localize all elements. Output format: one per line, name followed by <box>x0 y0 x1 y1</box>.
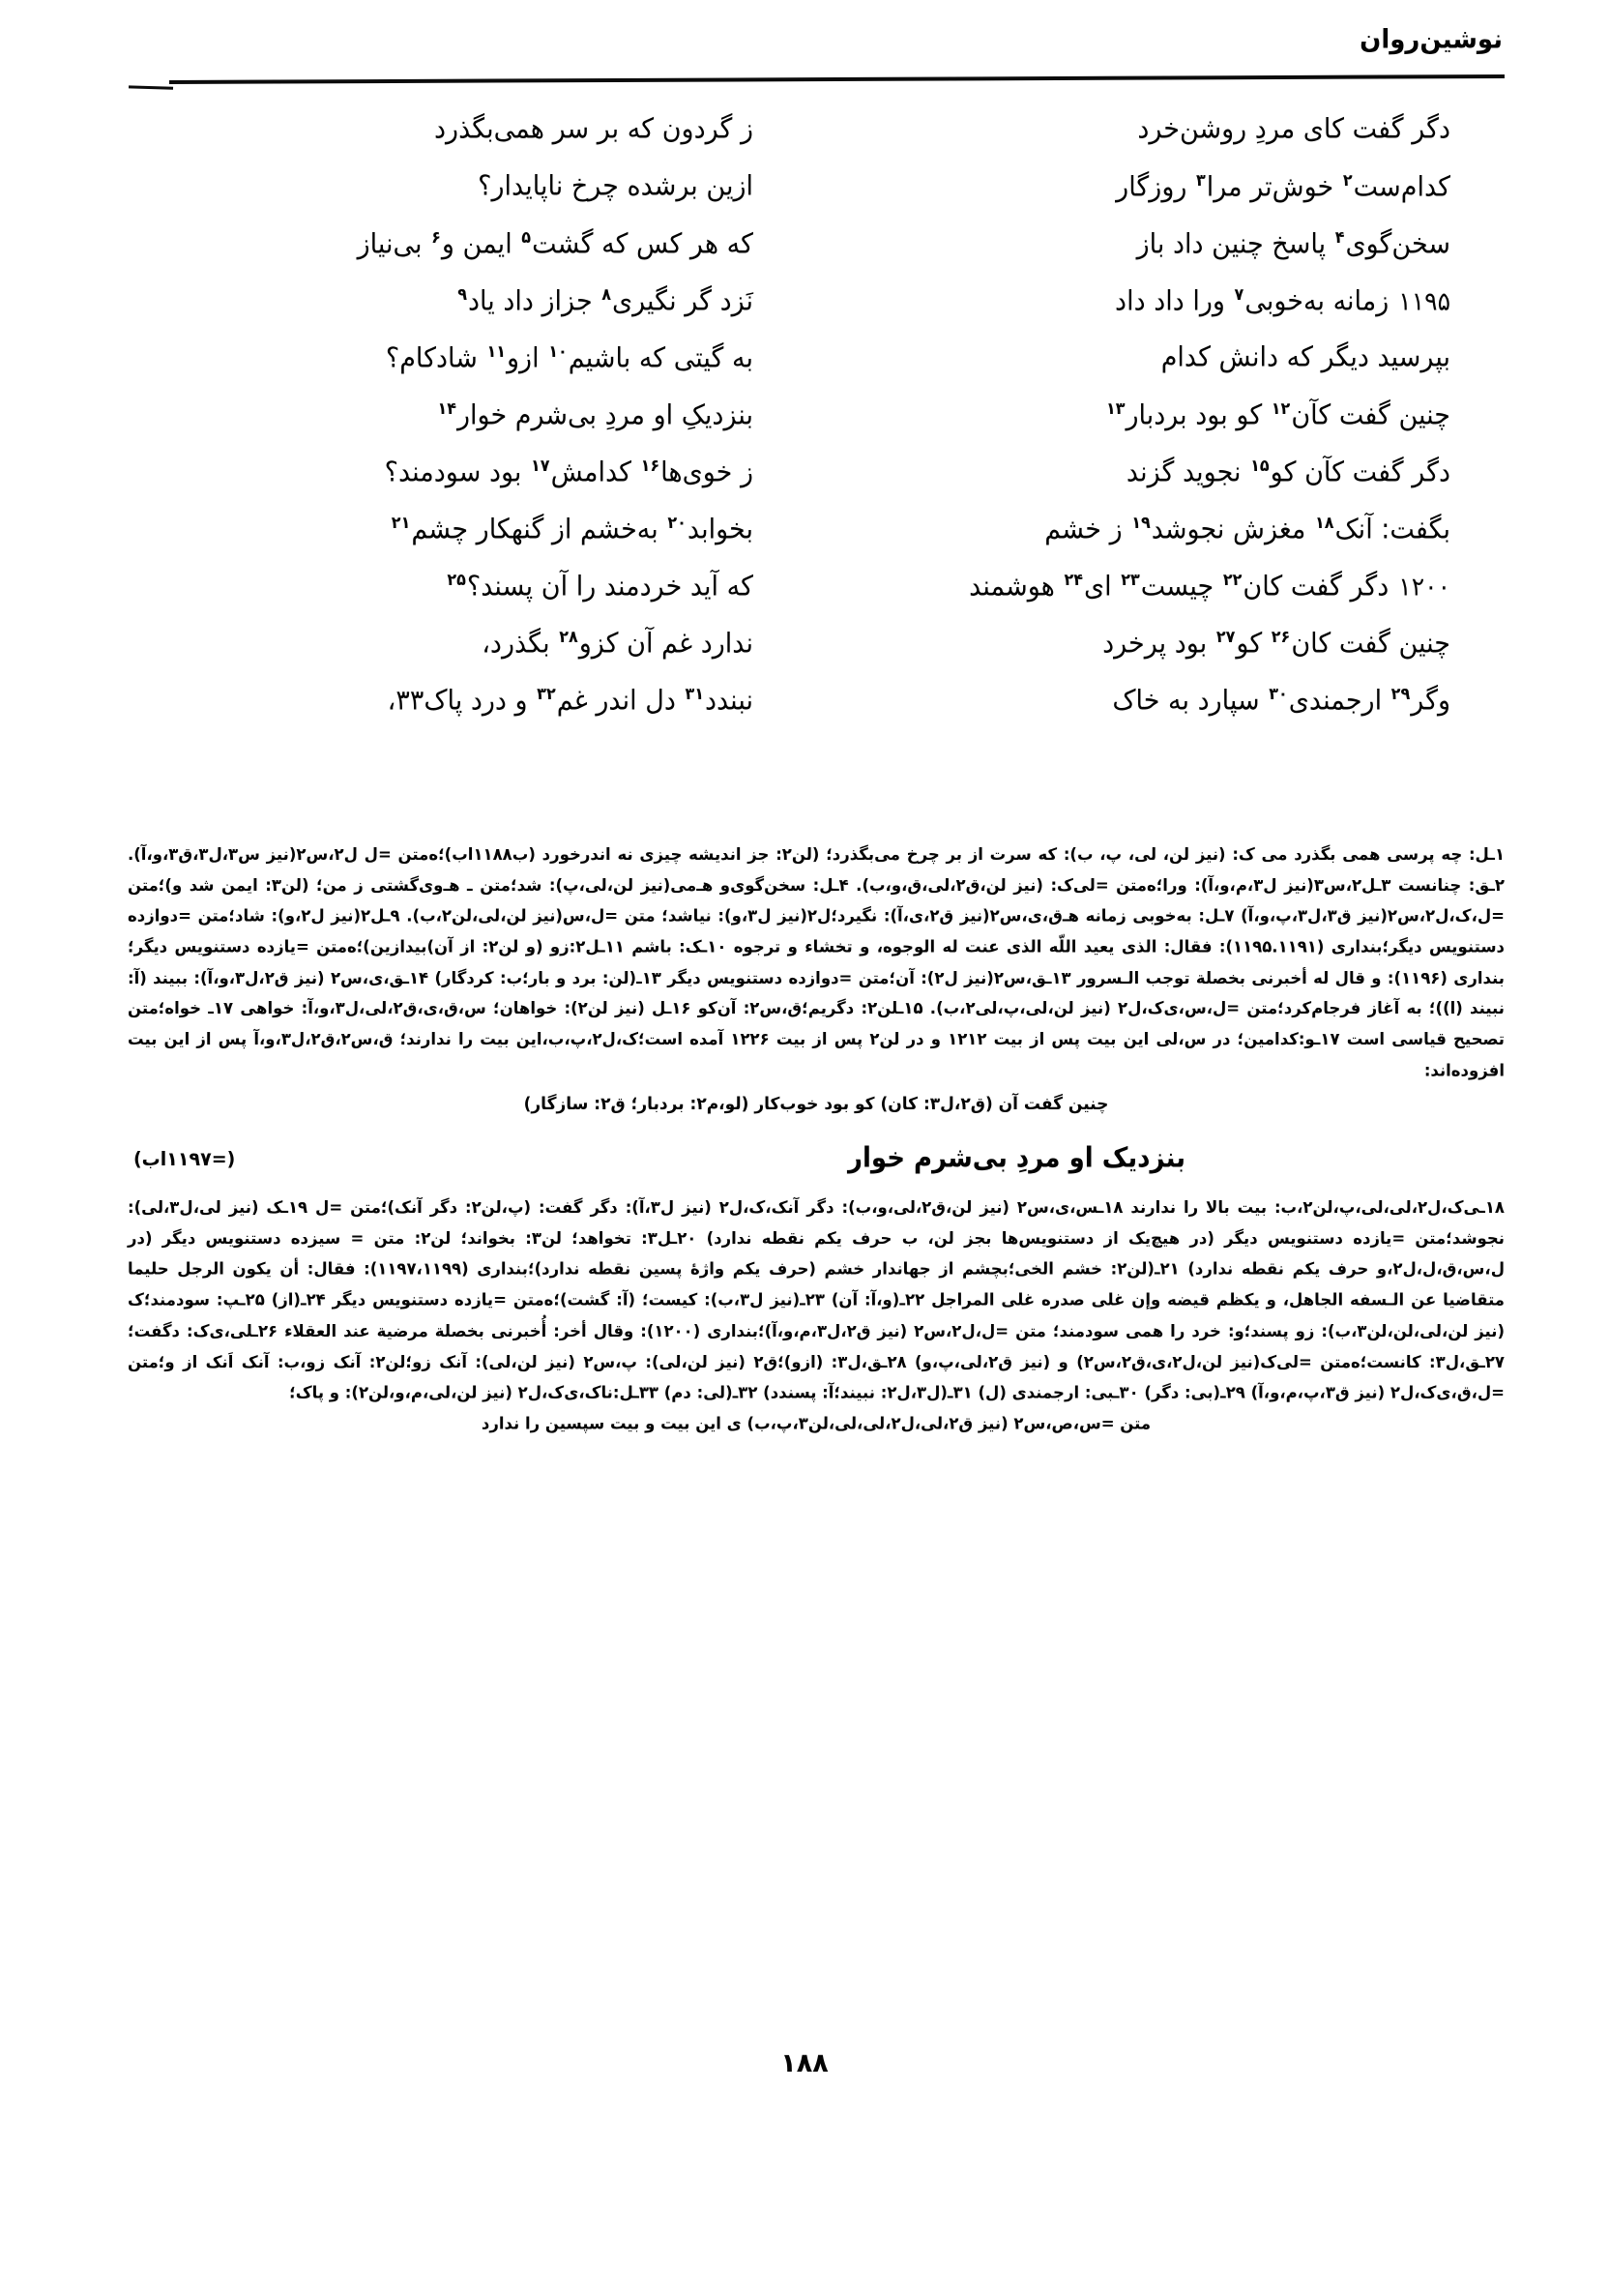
verse-couplet <box>145 515 1464 573</box>
apparatus-inset-bayt-text: بنزدیک او مردِ بی‌شرم خوار <box>848 1142 1185 1175</box>
footnote-marker: ۶ <box>431 227 441 248</box>
verse-couplet <box>145 458 1464 515</box>
footnote-marker: ۲۱ <box>391 513 411 533</box>
verse-couplet <box>145 398 1464 458</box>
footnote-marker: ۷ <box>1234 284 1244 305</box>
verse-block <box>145 113 1464 744</box>
hemistich-left: بخوابد$^{۲۰}$ به‌خشم از گنهکار چشم$^{۲۱}$ <box>391 513 753 545</box>
footnote-marker: ۱۹ <box>1131 513 1151 533</box>
footnote-marker: ۱۳ <box>1105 398 1126 419</box>
footnote-marker: ۲۴ <box>1064 570 1084 590</box>
hemistich-left: ندارد غم آن کزو$^{۲۸}$ بگذرد، <box>482 627 753 660</box>
page-number: ۱۸۸ <box>780 2048 829 2078</box>
footnote-marker: ۱۶ <box>640 456 660 476</box>
folio-marker: (=۱۱۹۷اب) <box>133 1148 236 1171</box>
apparatus-inset-verse: چنین گفت آن (ق۲،ل۳: کان) کو بود خوب‌کار (لو،م۲: بردبار؛ ق۲: سازگار) <box>523 1093 1109 1114</box>
footnote-marker: ۱۷ <box>531 456 550 476</box>
hemistich-right: ۱۲۰۰دگر گفت کان$^{۲۲}$ چیست$^{۲۳}$ ای$^{۲۴}$ هوشمند <box>969 570 1450 603</box>
footnote-marker: ۳ <box>1196 170 1206 191</box>
hemistich-left: ز خوی‌ها$^{۱۶}$ کدامش$^{۱۷}$ بود سودمند؟ <box>384 456 753 488</box>
verse-couplet <box>145 570 1464 630</box>
footnote-marker: ۱۵ <box>1250 456 1270 476</box>
footnote-marker: ۲۸ <box>559 627 578 647</box>
hemistich-right: چنین گفت کان$^{۲۶}$ کو$^{۲۷}$ بود پرخرد <box>1102 627 1450 660</box>
footnote-marker: ۱۰ <box>548 341 568 362</box>
hemistich-left: که هر کس که گشت$^۵$ ایمن و$^۶$ بی‌نیاز <box>357 227 753 260</box>
header-rule <box>169 74 1505 84</box>
hemistich-right: دگر گفت کای مردِ روشن‌خرد <box>1137 113 1450 145</box>
hemistich-left: ازین برشده چرخ ناپایدار؟ <box>478 170 753 202</box>
footnote-marker: ۳۱ <box>685 684 704 704</box>
apparatus-paragraph-2: ۱۸ـی‌ک،ل۲،لی،لی،پ،لن۲،ب: بیت بالا را ندارند ۱۸ـس،ی،س۲ (نیز لن،ق۲،لی،و،ب): دگر آنک،ک،ل۲ (نیز ل۳،آ): دگر گفت: (پ،لن۲: دگر آنک)؛متن =ل ۱۹ـک (نیز لی،ل۳،لی): نجوشد؛متن =یازده دستنویس دیگر (در هیچ‌یک از دستنویس‌ها بجز لن، ب حرف یکم نقطه ندارد) ۲۰ـل۳: تخواهد؛ لن۳: بخواند؛ لن۲: متن = سیزده دستنویس دیگر (در ل،س،ق،ل،ل۲،و حرف یکم نقطه ندارد) ۲۱ـ(لن۲: خشم الخی؛بچشم از جهاندار خشم (حرف یکم واژهٔ پسین نقطه ندارد)؛بنداری (۱۱۹۷،۱۱۹۹): فقال: أن یکون الرجل حلیما متقاضیا عن الـسفه الجاهل، و یکظم قیضه وإن غلی صدره غلی المراجل ۲۲ـ(و،آ: آن) ۲۳ـ(نیز ل۳،ب): کیست؛ (آ: گشت)؛ه‌متن =یازده دستنویس دیگر ۲۴ـ(از) ۲۵ـپ: سودمند؛ک (نیز لن،لی،لن،لن۳،ب): زو پسند؛و: خرد را همی سودمند؛ متن =ل،ل۲،س۲ (نیز ق۲،ل۳،م،و،آ)؛بنداری (۱۲۰۰): وقال أخر: أُخبرنی بخصلة مرضیة عند العقلاء ۲۶ـلی،ی‌ک: دگفت؛ ۲۷ـق،ل۳: کانست؛ه‌متن =لی‌ک(نیز لن،ل۲،ی،ق۲،س۲) و (نیز ق۲،لی،پ،و) ۲۸ـق،ل۳: (ازو)؛ق۲ (نیز لن،لی): پ،س۲ (نیز لن،لی): آنک زو؛لن۲: آنک زو،ب: آنک اَنک از و؛متن =ل،ق،ی‌ک،ل۲ (نیز ق۳،پ،م،و،آ) ۲۹ـ(بی: دگر) ۳۰ـبی: ارجمندی (ل) ۳۱ـ(ل۳،ل۲: نبیند؛آ: پسندد) ۳۲ـ(لی: دم) ۳۳ـل:ناک،ی‌ک،ل۲ (نیز لن،لی،م،و،لن۲): و پاک؛ <box>128 1197 1506 1402</box>
footnote-marker: ۲۲ <box>1222 570 1243 590</box>
footnote-marker: ۱۱ <box>486 341 507 362</box>
hemistich-right: وگر$^{۲۹}$ ارجمندی$^{۳۰}$ سپارد به خاک <box>1112 684 1450 717</box>
running-head: نوشین‌روان <box>1360 24 1503 55</box>
footnote-marker: ۱۸ <box>1314 513 1334 533</box>
footnote-marker: ۸ <box>601 284 611 305</box>
hemistich-left: ز گردون که بر سر همی‌بگذرد <box>434 113 753 145</box>
verse-couplet <box>145 113 1464 173</box>
verse-number: ۱۲۰۰ <box>1398 572 1450 602</box>
apparatus-paragraph-3: متن =س،ص،س۲ (نیز ق۲،لی،ل۲،لی،لی،لن۳،پ،ب) ی این بیت و بیت سپسین را ندارد <box>481 1413 1152 1433</box>
hemistich-right: دگر گفت کآن کو$^{۱۵}$ نجوید گزند <box>1126 456 1450 488</box>
footnote-marker: ۲۳ <box>1121 570 1140 590</box>
footnote-marker: ۳۰ <box>1269 684 1288 704</box>
hemistich-right: ۱۱۹۵زمانه به‌خوبی$^۷$ ورا داد داد <box>1115 284 1450 317</box>
hemistich-right: سخن‌گوی$^۴$ پاسخ چنین داد باز <box>1136 227 1450 260</box>
footnote-marker: ۲۷ <box>1215 627 1236 647</box>
footnote-marker: ۲۵ <box>447 570 466 590</box>
footnote-marker: ۱۲ <box>1271 398 1291 419</box>
hemistich-right: بگفت: آنک$^{۱۸}$ مغزش نجوشد$^{۱۹}$ ز خشم <box>1044 513 1450 545</box>
verse-couplet <box>145 284 1464 344</box>
footnote-marker: ۲۶ <box>1271 627 1291 647</box>
footnote-marker: ۹ <box>457 284 467 305</box>
hemistich-left: نبندد$^{۳۱}$ دل اندر غم$^{۳۲}$ و درد پاک۳۳، <box>387 684 753 717</box>
footnote-marker: ۳۲ <box>537 684 556 704</box>
footnote-marker: ۲۰ <box>667 513 687 533</box>
verse-couplet <box>145 684 1464 744</box>
apparatus-paragraph-1: ۱ـل: چه پرسی همی بگذرد می ک: (نیز لن، لی، پ، ب): که سرت از بر چرخ می‌بگذرد؛ (لن۲: جز اندیشه چیزی نه اندرخورد (ب۱۱۸۸اب)؛ه‌متن =ل ل۲،س۲(نیز س۳،ل۳،ق۳،و،آ). ۲ـق: چنانست ۳ـل۲،س۳(نیز ل۳،م،و،آ): ورا؛ه‌متن =لی‌ک: (نیز لن،ق۲،لی،ق،و،ب). ۴ـل: سخن‌گوی‌و هـ‌می(نیز لن،لی،پ): شد؛متن ـ هـ‌وی‌گشتی ز من؛ (لن۳: ایمن شد و)؛متن =ل،ک،ل۲،س۲(نیز ق۳،ل۳،پ،و،آ) ۷ـل: به‌خوبی زمانه هـ‌ق،ی،س۲(نیز ق۲،ی،آ): نگیرد؛ل۲(نیز ل۳،و): نیاشد؛ متن =ل،س(نیز لن،لی،لن۲،ب). ۹ـل۲(نیز ل۲،و): شاد؛متن =دوازده دستنویس دیگر؛بنداری (۱۱۹۵.۱۱۹۱): فقال: الذی یعید اللّه الذی عنت له الوجوه، و تخشاء و ترجوه ۱۰ـک: باشم ۱۱ـل۲:زو (و لن۲: از آن)بیدازین)؛ه‌متن =یازده دستنویس دیگر؛بنداری (۱۱۹۶): و قال له أخبرنی بخصلة توجب الـسرور ۱۳ـق،س۲(نیز ل۲): آن؛متن =دوازده دستنویس دیگر ۱۳ـ(لن: برد و بار؛ب: کردگار) ۱۴ـق،ی،س۲ (نیز ق۲،ل۳،و،آ): ببیند (آ: نبیند (ا))؛ به آغاز فرجام‌کرد؛متن =ل،س،ی‌ک،ل۲ (نیز لن،لی،پ،لی۲،ب). ۱۵ـلن۲: دگریم؛ق،س۲: آن‌کو ۱۶ـل (نیز لن۲): خواهان؛ س،ق،ی،ق۲،لی،ل۳،و،آ: خواهی ۱۷ـ خواه؛متن تصحیح قیاسی است ۱۷ـو:کدامین؛ در س،لی این بیت پس از بیت ۱۲۱۲ و در لن۲ پس از بیت ۱۲۲۶ آمده است؛ک،ل۲،پ،ب،این بیت را ندارند؛ ق،س۲،ق۲،ل۳،و،آ پس از این بیت افزوده‌اند: <box>128 844 1506 1080</box>
apparatus-inset-bayt <box>128 1134 1505 1187</box>
verse-couplet <box>145 627 1464 687</box>
verse-couplet <box>145 341 1464 401</box>
hemistich-left: به گیتی که باشیم$^{۱۰}$ ازو$^{۱۱}$ شادکام؟ <box>385 341 753 374</box>
footnote-marker: ۲ <box>1342 170 1353 191</box>
hemistich-right: چنین گفت کآن$^{۱۲}$ کو بود بردبار$^{۱۳}$ <box>1105 398 1450 431</box>
hemistich-right: کدام‌ست$^۲$ خوش‌تر مرا$^۳$ روزگار <box>1116 170 1450 203</box>
textual-apparatus <box>128 839 1505 1439</box>
verse-couplet <box>145 170 1464 230</box>
footnote-marker: ۱۴ <box>437 398 456 419</box>
footnote-marker: ۴ <box>1334 227 1345 248</box>
hemistich-left: که آید خردمند را آن پسند؟$^{۲۵}$ <box>447 570 753 603</box>
hemistich-right: بپرسید دیگر که دانش کدام <box>1160 341 1450 373</box>
footnote-marker: ۵ <box>521 227 532 248</box>
verse-couplet <box>145 227 1464 287</box>
hemistich-left: نَزد گر نگیری$^۸$ جزاز داد یاد$^۹$ <box>457 284 753 317</box>
hemistich-left: بنزدیکِ او مردِ بی‌شرم خوار$^{۱۴}$ <box>437 398 753 431</box>
verse-number: ۱۱۹۵ <box>1398 286 1450 316</box>
footnote-marker: ۲۹ <box>1390 684 1411 704</box>
